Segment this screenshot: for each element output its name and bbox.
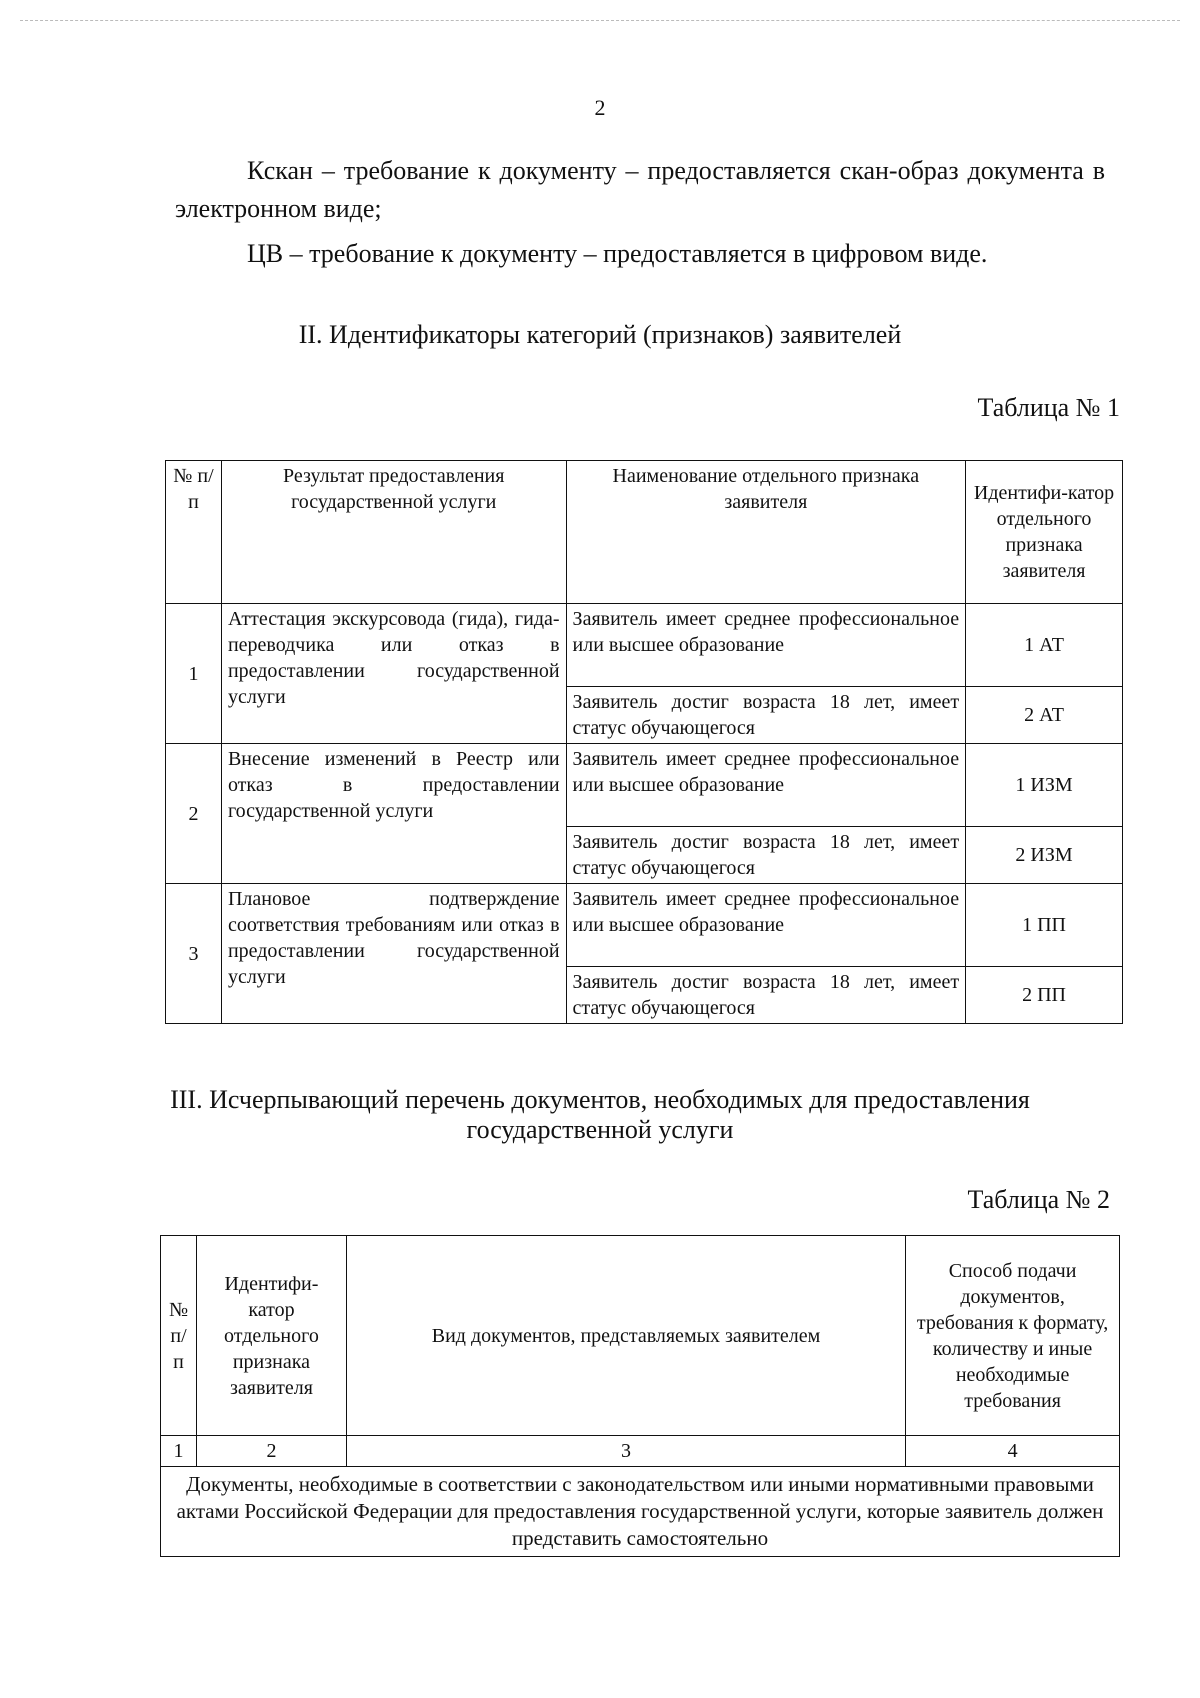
header-num: № п/п	[166, 461, 222, 604]
row-result: Плановое подтверждение соответствия требованиям или отказ в предоставлении государственной услуги	[221, 884, 566, 1024]
row-feature-name: Заявитель имеет среднее профессиональное или высшее образование	[566, 884, 966, 967]
page-number: 2	[594, 95, 606, 120]
row-feature-name: Заявитель имеет среднее профессиональное или высшее образование	[566, 604, 966, 687]
row-feature-id: 2 ПП	[966, 967, 1123, 1024]
section-3-heading-line-2: государственной услуги	[466, 1115, 734, 1144]
row-feature-id: 1 ПП	[966, 884, 1123, 967]
table-2-column-numbers	[161, 1436, 1120, 1467]
table-2-caption: Таблица № 2	[967, 1185, 1110, 1214]
row-feature-name: Заявитель имеет среднее профессиональное или высшее образование	[566, 744, 966, 827]
row-feature-name: Заявитель достиг возраста 18 лет, имеет статус обучающегося	[566, 967, 966, 1024]
row-feature-id: 1 ИЗМ	[966, 744, 1123, 827]
col-number: 2	[196, 1436, 346, 1467]
row-feature-name: Заявитель достиг возраста 18 лет, имеет статус обучающегося	[566, 827, 966, 884]
row-num: 2	[166, 744, 222, 884]
header-id: Идентифи-катор отдельного признака заявителя	[196, 1236, 346, 1436]
row-feature-id: 1 АТ	[966, 604, 1123, 687]
paragraph-cv: ЦВ – требование к документу – предоставляется в цифровом виде.	[247, 239, 988, 268]
table-2-merged-row	[161, 1467, 1120, 1557]
row-feature-name: Заявитель достиг возраста 18 лет, имеет статус обучающегося	[566, 687, 966, 744]
header-num: № п/п	[161, 1236, 197, 1436]
col-number: 3	[346, 1436, 905, 1467]
header-id: Идентифи-катор отдельного признака заявителя	[966, 461, 1123, 604]
table-1-caption: Таблица № 1	[977, 393, 1120, 422]
table-2	[160, 1235, 1120, 1557]
col-number: 4	[906, 1436, 1120, 1467]
table-1-header-row	[166, 461, 1123, 604]
row-num: 1	[166, 604, 222, 744]
table-row	[166, 744, 1123, 827]
row-feature-id: 2 АТ	[966, 687, 1123, 744]
row-result: Внесение изменений в Реестр или отказ в предоставлении государственной услуги	[221, 744, 566, 884]
table-row	[166, 884, 1123, 967]
table-2-header-row	[161, 1236, 1120, 1436]
merged-row-text: Документы, необходимые в соответствии с законодательством или иными нормативными правовыми актами Российской Федерации для предоставления государственной услуги, которые заявитель должен представить самостоятельно	[161, 1467, 1120, 1557]
col-number: 1	[161, 1436, 197, 1467]
header-docs: Вид документов, представляемых заявителем	[346, 1236, 905, 1436]
header-name: Наименование отдельного признака заявителя	[566, 461, 966, 604]
section-3-heading	[0, 1085, 1200, 1145]
table-row	[166, 604, 1123, 687]
scan-top-edge	[20, 20, 1180, 21]
row-feature-id: 2 ИЗМ	[966, 827, 1123, 884]
table-1	[165, 460, 1123, 1024]
header-method: Способ подачи документов, требования к формату, количеству и иные необходимые требования	[906, 1236, 1120, 1436]
paragraph-kskan: Кскан – требование к документу – предоставляется скан-образ документа в электронном виде;	[175, 156, 1105, 223]
section-2-heading: II. Идентификаторы категорий (признаков) заявителей	[298, 320, 902, 349]
row-result: Аттестация экскурсовода (гида), гида-переводчика или отказ в предоставлении государственной услуги	[221, 604, 566, 744]
row-num: 3	[166, 884, 222, 1024]
section-3-heading-line-1: III. Исчерпывающий перечень документов, необходимых для предоставления	[170, 1085, 1030, 1114]
header-result: Результат предоставления государственной услуги	[221, 461, 566, 604]
